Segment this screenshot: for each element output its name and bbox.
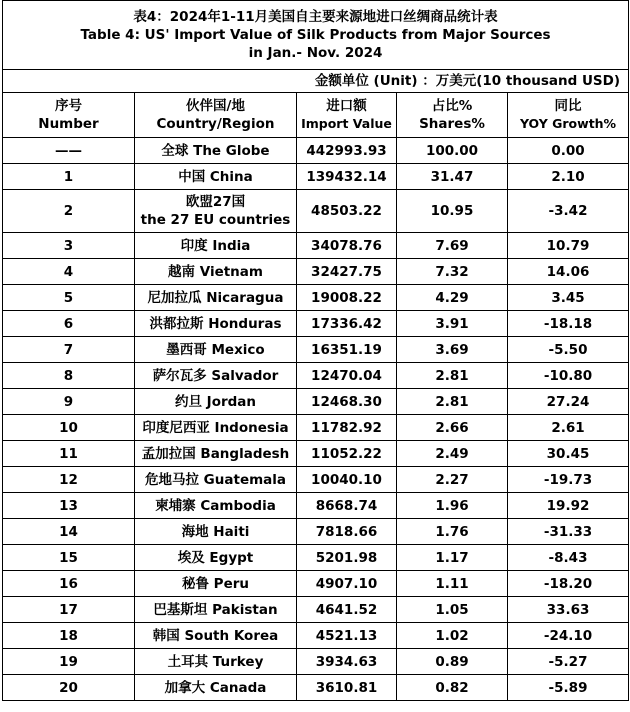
cell-value: 11782.92: [297, 415, 397, 441]
cell-number: 2: [3, 190, 135, 233]
cell-number: 18: [3, 623, 135, 649]
cell-share: 1.11: [397, 571, 508, 597]
cell-number: 14: [3, 519, 135, 545]
title-zh: 表4：2024年1-11月美国自主要来源地进口丝绸商品统计表: [133, 9, 498, 25]
table-row: [3, 164, 629, 190]
cell-number: 16: [3, 571, 135, 597]
cell-yoy: 2.10: [508, 164, 629, 190]
table-row: [3, 441, 629, 467]
silk-import-table: [2, 0, 629, 701]
table-row: [3, 571, 629, 597]
cell-share: 7.32: [397, 259, 508, 285]
header-country: 伙伴国/地 Country/Region: [135, 93, 297, 138]
cell-yoy: -10.80: [508, 363, 629, 389]
cell-country: 墨西哥 Mexico: [135, 337, 297, 363]
cell-number: 11: [3, 441, 135, 467]
cell-yoy: 27.24: [508, 389, 629, 415]
table-row: [3, 649, 629, 675]
cell-value: 442993.93: [297, 138, 397, 164]
cell-yoy: 2.61: [508, 415, 629, 441]
cell-share: 1.96: [397, 493, 508, 519]
cell-value: 10040.10: [297, 467, 397, 493]
cell-yoy: -19.73: [508, 467, 629, 493]
cell-share: 0.89: [397, 649, 508, 675]
cell-share: 3.69: [397, 337, 508, 363]
cell-number: 19: [3, 649, 135, 675]
cell-yoy: -18.20: [508, 571, 629, 597]
header-value: 进口额 Import Value: [297, 93, 397, 138]
table-row: [3, 623, 629, 649]
cell-yoy: 3.45: [508, 285, 629, 311]
cell-country: 印度 India: [135, 233, 297, 259]
cell-share: 10.95: [397, 190, 508, 233]
header-share: 占比% Shares%: [397, 93, 508, 138]
table-row: [3, 311, 629, 337]
cell-country: 欧盟27国 the 27 EU countries: [135, 190, 297, 233]
cell-share: 2.81: [397, 363, 508, 389]
table-row: [3, 467, 629, 493]
cell-value: 34078.76: [297, 233, 397, 259]
cell-number: 3: [3, 233, 135, 259]
cell-country: 约旦 Jordan: [135, 389, 297, 415]
cell-value: 4521.13: [297, 623, 397, 649]
cell-number: 10: [3, 415, 135, 441]
cell-share: 1.76: [397, 519, 508, 545]
unit-label: 金额单位 (Unit) ：万美元(10 thousand USD): [3, 70, 629, 93]
cell-yoy: 30.45: [508, 441, 629, 467]
cell-yoy: 33.63: [508, 597, 629, 623]
cell-number: 12: [3, 467, 135, 493]
cell-number: 4: [3, 259, 135, 285]
header-number: 序号 Number: [3, 93, 135, 138]
cell-number: 5: [3, 285, 135, 311]
cell-number: 6: [3, 311, 135, 337]
cell-country: 印度尼西亚 Indonesia: [135, 415, 297, 441]
cell-value: 12470.04: [297, 363, 397, 389]
cell-value: 8668.74: [297, 493, 397, 519]
cell-yoy: -31.33: [508, 519, 629, 545]
cell-country: 孟加拉国 Bangladesh: [135, 441, 297, 467]
cell-country: 洪都拉斯 Honduras: [135, 311, 297, 337]
cell-yoy: -5.89: [508, 675, 629, 701]
cell-country: 加拿大 Canada: [135, 675, 297, 701]
cell-share: 4.29: [397, 285, 508, 311]
cell-number: 20: [3, 675, 135, 701]
cell-value: 19008.22: [297, 285, 397, 311]
cell-share: 100.00: [397, 138, 508, 164]
cell-country: 巴基斯坦 Pakistan: [135, 597, 297, 623]
table-row: [3, 138, 629, 164]
cell-share: 2.49: [397, 441, 508, 467]
cell-country: 危地马拉 Guatemala: [135, 467, 297, 493]
table-row: [3, 190, 629, 233]
cell-share: 3.91: [397, 311, 508, 337]
cell-share: 2.81: [397, 389, 508, 415]
table-row: [3, 337, 629, 363]
cell-value: 139432.14: [297, 164, 397, 190]
table-row: [3, 363, 629, 389]
table-row: [3, 675, 629, 701]
cell-country: 韩国 South Korea: [135, 623, 297, 649]
cell-share: 31.47: [397, 164, 508, 190]
cell-country: 尼加拉瓜 Nicaragua: [135, 285, 297, 311]
cell-number: 13: [3, 493, 135, 519]
cell-value: 11052.22: [297, 441, 397, 467]
cell-yoy: 14.06: [508, 259, 629, 285]
cell-yoy: -5.27: [508, 649, 629, 675]
header-row: [3, 93, 629, 138]
cell-value: 3934.63: [297, 649, 397, 675]
table-row: [3, 389, 629, 415]
header-yoy: 同比 YOY Growth%: [508, 93, 629, 138]
cell-country: 海地 Haiti: [135, 519, 297, 545]
cell-country: 越南 Vietnam: [135, 259, 297, 285]
cell-yoy: 10.79: [508, 233, 629, 259]
cell-value: 7818.66: [297, 519, 397, 545]
cell-value: 4907.10: [297, 571, 397, 597]
cell-yoy: 0.00: [508, 138, 629, 164]
cell-share: 1.17: [397, 545, 508, 571]
cell-share: 7.69: [397, 233, 508, 259]
cell-number: 15: [3, 545, 135, 571]
cell-number: 17: [3, 597, 135, 623]
cell-yoy: -3.42: [508, 190, 629, 233]
cell-share: 2.27: [397, 467, 508, 493]
table-row: [3, 259, 629, 285]
cell-value: 5201.98: [297, 545, 397, 571]
cell-number: ——: [3, 138, 135, 164]
table-row: [3, 545, 629, 571]
cell-value: 4641.52: [297, 597, 397, 623]
cell-value: 16351.19: [297, 337, 397, 363]
title-en-line2: in Jan.- Nov. 2024: [248, 45, 383, 61]
cell-value: 17336.42: [297, 311, 397, 337]
cell-value: 32427.75: [297, 259, 397, 285]
cell-number: 9: [3, 389, 135, 415]
cell-number: 7: [3, 337, 135, 363]
cell-country: 全球 The Globe: [135, 138, 297, 164]
cell-share: 1.02: [397, 623, 508, 649]
table-row: [3, 597, 629, 623]
cell-country: 秘鲁 Peru: [135, 571, 297, 597]
table-row: [3, 233, 629, 259]
cell-value: 48503.22: [297, 190, 397, 233]
table-row: [3, 415, 629, 441]
cell-number: 8: [3, 363, 135, 389]
cell-yoy: -8.43: [508, 545, 629, 571]
table-title: [3, 1, 629, 70]
cell-number: 1: [3, 164, 135, 190]
cell-yoy: -18.18: [508, 311, 629, 337]
cell-country: 土耳其 Turkey: [135, 649, 297, 675]
title-en-line1: Table 4: US' Import Value of Silk Products from Major Sources: [80, 27, 551, 43]
cell-share: 1.05: [397, 597, 508, 623]
cell-yoy: -5.50: [508, 337, 629, 363]
cell-country: 中国 China: [135, 164, 297, 190]
cell-country: 埃及 Egypt: [135, 545, 297, 571]
cell-yoy: -24.10: [508, 623, 629, 649]
cell-country: 萨尔瓦多 Salvador: [135, 363, 297, 389]
cell-value: 12468.30: [297, 389, 397, 415]
cell-share: 2.66: [397, 415, 508, 441]
table-row: [3, 519, 629, 545]
cell-value: 3610.81: [297, 675, 397, 701]
cell-country: 柬埔寨 Cambodia: [135, 493, 297, 519]
table-row: [3, 285, 629, 311]
cell-share: 0.82: [397, 675, 508, 701]
cell-yoy: 19.92: [508, 493, 629, 519]
table-row: [3, 493, 629, 519]
